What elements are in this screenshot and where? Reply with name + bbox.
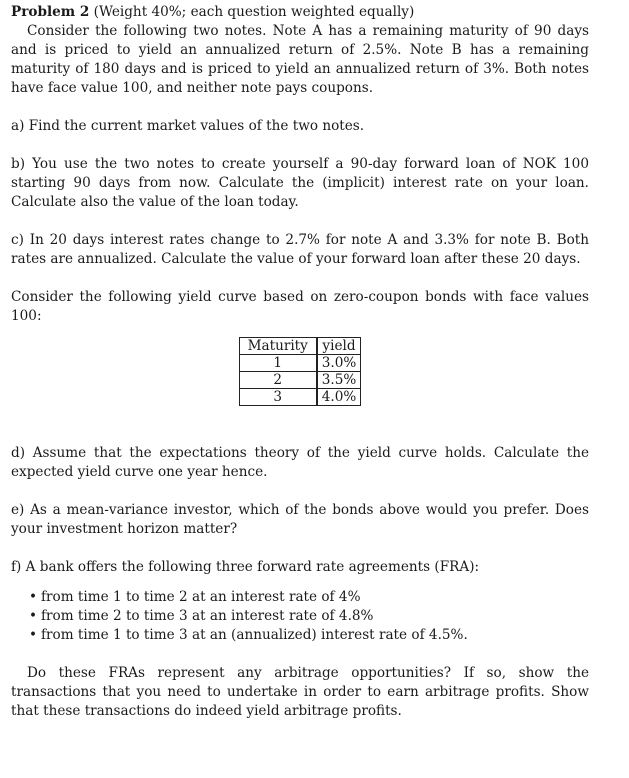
yield-curve-intro: Consider the following yield curve based on zero-coupon bonds with face values 100: (11, 289, 589, 324)
table-row (239, 355, 361, 372)
question-d: d) Assume that the expectations theory of the yield curve holds. Calculate the expected yield curve one year hence. (11, 445, 589, 480)
table-row (239, 372, 361, 389)
table-header-row (239, 338, 361, 355)
question-a: a) Find the current market values of the two notes. (11, 118, 365, 134)
problem-title: Problem 2 (11, 4, 90, 20)
list-item: • from time 2 to time 3 at an interest rate of 4.8% (29, 607, 589, 626)
fra-list (11, 588, 589, 645)
maturity-cell: 2 (239, 372, 317, 389)
maturity-cell: 1 (239, 355, 317, 372)
question-f-closing: Do these FRAs represent any arbitrage opportunities? If so, show the transactions that you need to undertake in order to earn arbitrage profits. Show that these transactions do indeed yield arbitrage profits. (11, 665, 589, 719)
header-yield: yield (317, 338, 361, 355)
yield-cell: 3.5% (317, 372, 361, 389)
problem-intro: Consider the following two notes. Note A has a remaining maturity of 90 days and is priced to yield an annualized return of 2.5%. Note B has a remaining maturity of 180 days and is priced to yield an annualized return of 3%. Both notes have face value 100, and neither note pays coupons. (11, 23, 589, 96)
question-e: e) As a mean-variance investor, which of the bonds above would you prefer. Does your investment horizon matter? (11, 502, 589, 537)
list-item: • from time 1 to time 3 at an (annualized) interest rate of 4.5%. (29, 626, 589, 645)
maturity-cell: 3 (239, 389, 317, 406)
problem-weight: (Weight 40%; each question weighted equally) (93, 4, 415, 20)
question-c: c) In 20 days interest rates change to 2.7% for note A and 3.3% for note B. Both rates are annualized. Calculate the value of your forward loan after these 20 days. (11, 232, 589, 267)
yield-cell: 3.0% (317, 355, 361, 372)
yield-curve-table (239, 337, 362, 406)
header-maturity: Maturity (239, 338, 317, 355)
list-item: • from time 1 to time 2 at an interest rate of 4% (29, 588, 589, 607)
question-f: f) A bank offers the following three forward rate agreements (FRA): (11, 559, 480, 575)
question-b: b) You use the two notes to create yourself a 90-day forward loan of NOK 100 starting 90 days from now. Calculate the (implicit) interest rate on your loan. Calculate also the value of the loan today. (11, 156, 589, 210)
yield-cell: 4.0% (317, 389, 361, 406)
problem-header (11, 3, 589, 22)
table-row (239, 389, 361, 406)
